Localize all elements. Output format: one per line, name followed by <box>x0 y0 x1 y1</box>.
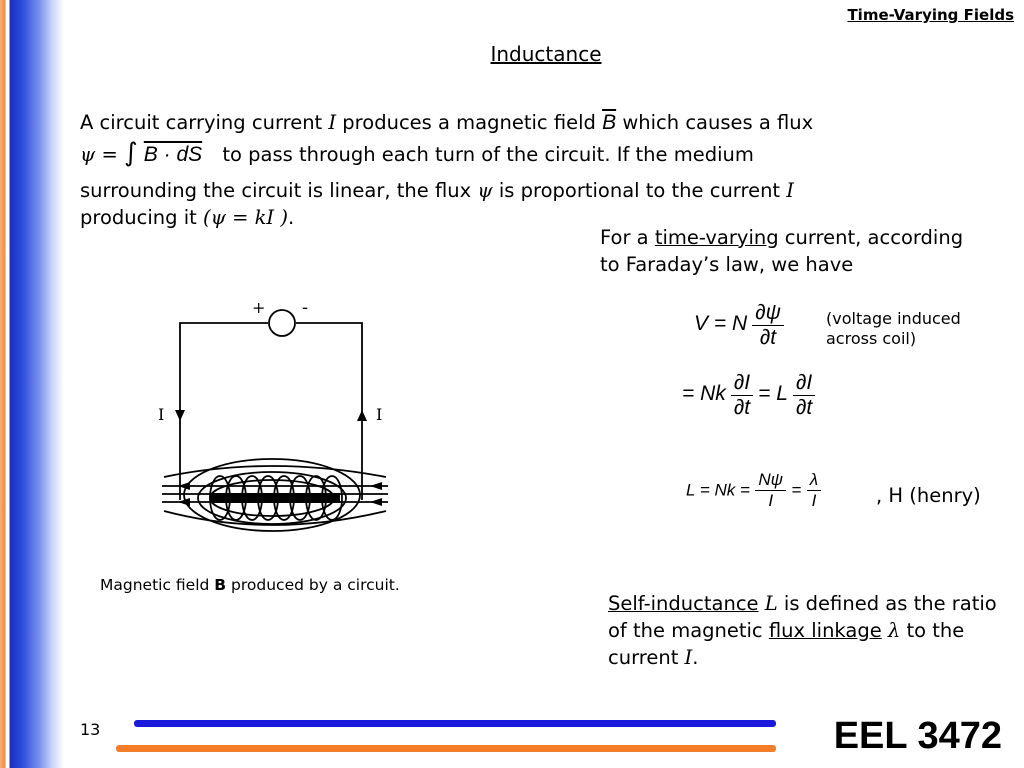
time-varying-term: time-varying <box>654 226 779 249</box>
integral-symbol: ∫ <box>124 138 138 168</box>
intro-line-2: ψ = ∫ B · dS to pass through each turn of the circuit. If the medium <box>80 138 754 168</box>
self-inductance-term: Self-inductance <box>608 592 759 615</box>
intro-line-3: surrounding the circuit is linear, the flux ψ is proportional to the current I <box>80 179 794 202</box>
symbol-B-vector: $\overline{B}$ <box>602 111 617 134</box>
flux-linkage-term: flux linkage <box>768 619 882 642</box>
current-label-right: I <box>376 405 383 424</box>
figure-caption: Magnetic field B produced by a circuit. <box>100 576 400 594</box>
plus-sign: + <box>252 298 266 317</box>
equation-inductance-derivative: = Nk $\frac{\partial I}{\partial t}$ = L $\frac{\partial I}{\partial t}$ <box>682 371 815 420</box>
current-label-left: I <box>158 405 165 424</box>
footer-blue-line <box>134 720 776 727</box>
voltage-note: (voltage induced across coil) <box>826 309 961 348</box>
wire-right <box>296 323 362 500</box>
page-number: 13 <box>80 720 101 739</box>
intro-line-4: producing it (ψ = kI ). <box>80 206 295 229</box>
henry-unit: , H (henry) <box>876 484 981 507</box>
self-inductance-definition: Self-inductance L is defined as the ratio of the magnetic flux linkage λ to the current I. <box>608 592 997 669</box>
equation-voltage: V = N $\frac{\partial\psi}{\partial t}$ <box>694 301 784 350</box>
faraday-text: For a time-varying current, according to Faraday’s law, we have <box>600 226 964 276</box>
left-decorative-bar <box>0 0 64 768</box>
minus-sign: - <box>302 297 309 318</box>
footer-orange-line <box>116 745 776 752</box>
course-code: EEL 3472 <box>833 715 1002 757</box>
circuit-diagram <box>150 295 410 565</box>
flux-integrand: B · dS <box>143 143 203 166</box>
slide-title: Inductance <box>490 42 602 66</box>
voltage-source <box>269 310 295 336</box>
proportionality-equation: (ψ = kI ) <box>202 206 288 229</box>
equation-inductance-definition: L = Nk = $\frac{N\psi}{I}$ = $\frac{\lambda}{I}$ <box>686 470 821 511</box>
section-header: Time-Varying Fields <box>847 6 1014 24</box>
intro-line-1: A circuit carrying current I produces a magnetic field $\overline{B}$ which causes a flux <box>80 111 814 134</box>
symbol-psi: ψ <box>80 143 96 166</box>
coil-core <box>210 493 340 503</box>
symbol-I: I <box>328 111 337 134</box>
